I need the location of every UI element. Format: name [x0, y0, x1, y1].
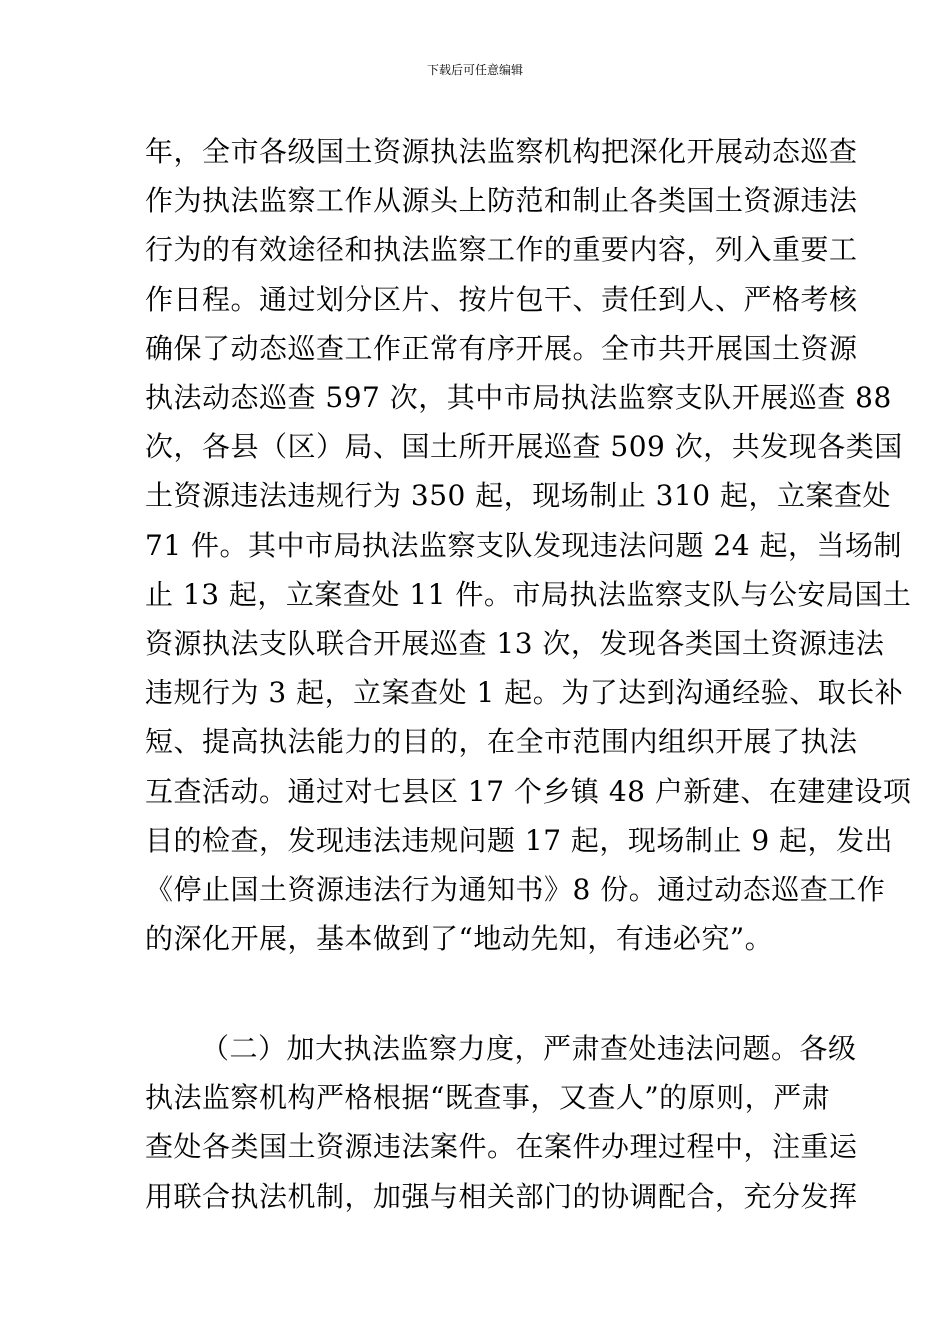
text-line: 的深化开展，基本做到了“地动先知，有违必究”。: [145, 922, 774, 956]
text-line: 互查活动。通过对七县区 17 个乡镇 48 户新建、在建建设项: [145, 774, 912, 808]
text-line: 确保了动态巡查工作正常有序开展。全市共开展国土资源: [145, 331, 858, 365]
text-line: 资源执法支队联合开展巡查 13 次，发现各类国土资源违法: [145, 627, 885, 661]
body-paragraph-1: [145, 127, 912, 963]
body-paragraph-2: [145, 1024, 858, 1221]
text-line: 行为的有效途径和执法监察工作的重要内容，列入重要工: [145, 233, 858, 267]
text-line: 目的检查，发现违法违规问题 17 起，现场制止 9 起，发出: [145, 823, 894, 857]
text-line: 短、提高执法能力的目的，在全市范围内组织开展了执法: [145, 725, 858, 759]
text-line: 作日程。通过划分区片、按片包干、责任到人、严格考核: [145, 282, 858, 316]
text-line: （二）加大执法监察力度，严肃查处违法问题。各级: [201, 1032, 857, 1065]
text-line: 土资源违法违规行为 350 起，现场制止 310 起，立案查处: [145, 479, 891, 513]
text-line: 年，全市各级国土资源执法监察机构把深化开展动态巡查: [145, 135, 858, 168]
text-line: 次，各县（区）局、国土所开展巡查 509 次，共发现各类国: [145, 430, 903, 464]
text-line: 71 件。其中市局执法监察支队发现违法问题 24 起，当场制: [145, 528, 902, 562]
text-line: 查处各类国土资源违法案件。在案件办理过程中，注重运: [145, 1130, 858, 1164]
text-line: 作为执法监察工作从源头上防范和制止各类国土资源违法: [145, 184, 858, 218]
page-header: 下载后可任意编辑: [426, 63, 523, 77]
text-line: 违规行为 3 起，立案查处 1 起。为了达到沟通经验、取长补: [145, 676, 904, 710]
text-line: 用联合执法机制，加强与相关部门的协调配合，充分发挥: [145, 1179, 858, 1213]
text-line: 《停止国土资源违法行为通知书》8 份。通过动态巡查工作: [145, 873, 886, 907]
text-line: 执法监察机构严格根据“既查事，又查人”的原则，严肃: [145, 1081, 831, 1115]
text-line: 止 13 起，立案查处 11 件。市局执法监察支队与公安局国土: [145, 577, 912, 611]
text-line: 执法动态巡查 597 次，其中市局执法监察支队开展巡查 88: [145, 381, 892, 415]
